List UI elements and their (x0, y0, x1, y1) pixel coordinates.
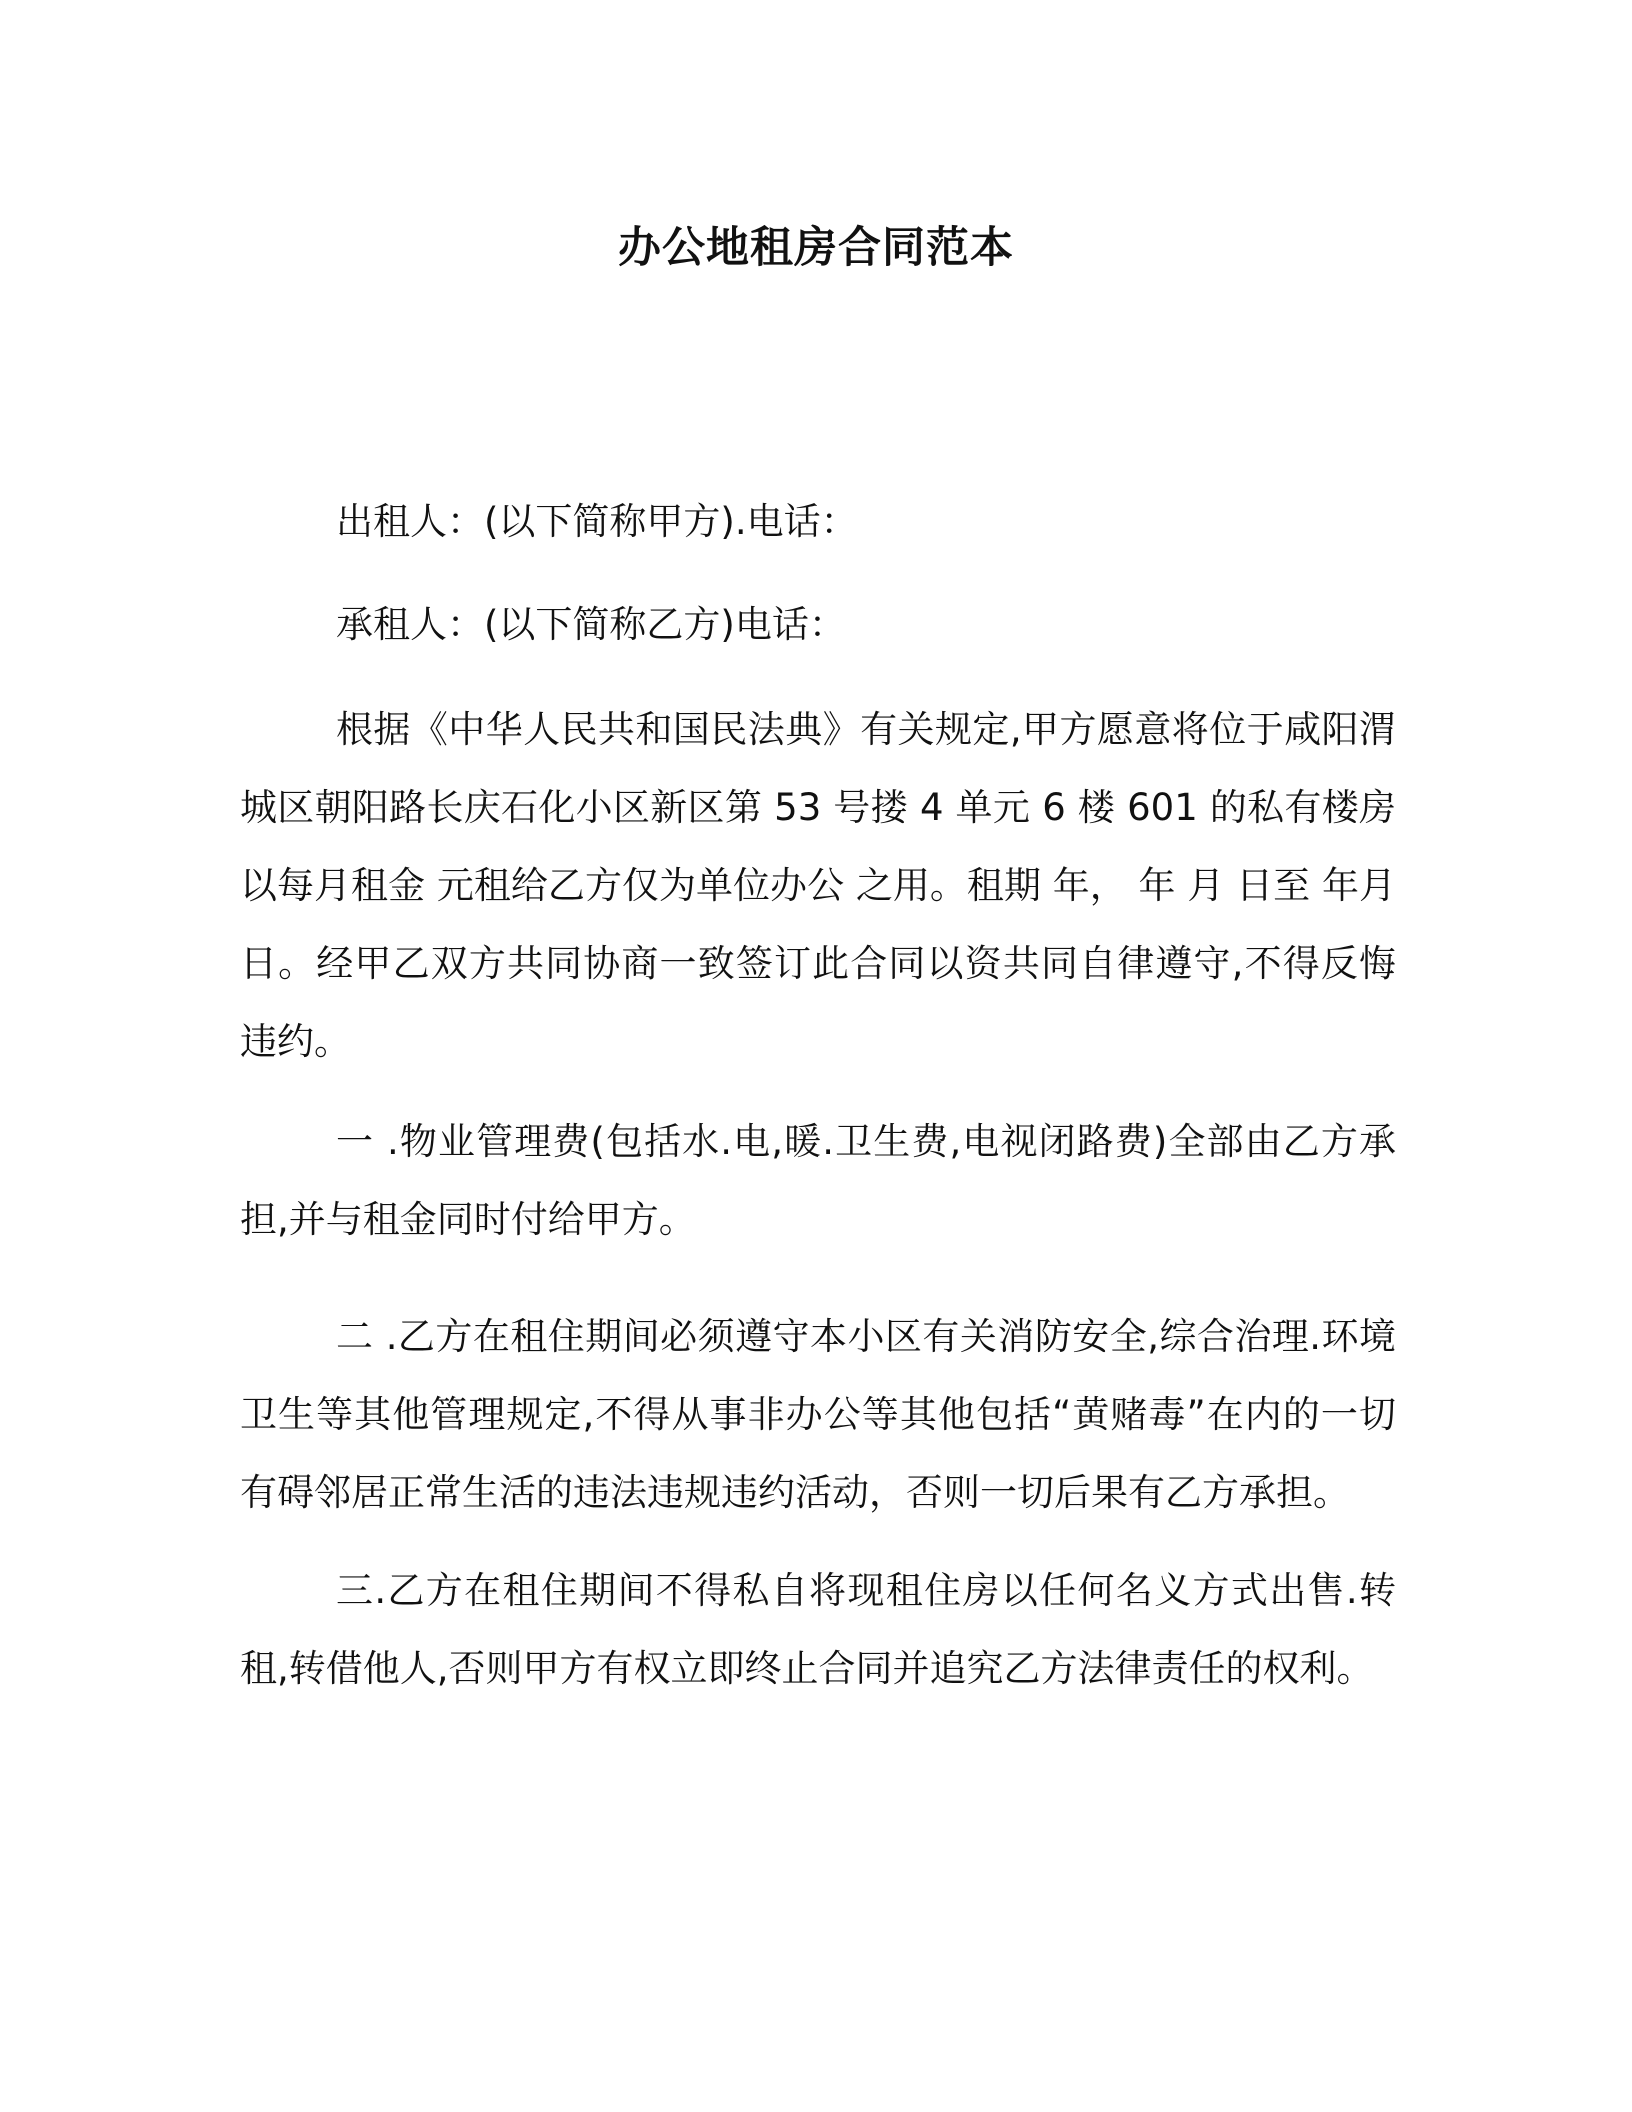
lessor-line: 出租人：(以下简称甲方).电话： (336, 500, 858, 543)
clause-paragraph: 二 .乙方在租住期间必须遵守本小区有关消防安全,综合治理.环境卫生等其他管理规定,不得从事非办公等其他包括“黄赌毒”在内的一切有碍邻居正常生活的违法违规违约活动，否则一切后果有乙方承担。 (240, 1315, 1396, 1514)
clause-paragraph: 三.乙方在租住期间不得私自将现租住房以任何名义方式出售.转租,转借他人,否则甲方有权立即终止合同并追究乙方法律责任的权利。 (240, 1569, 1396, 1690)
lessee-line: 承租人：(以下简称乙方)电话： (336, 603, 846, 646)
intro-paragraph: 根据《中华人民共和国民法典》有关规定,甲方愿意将位于咸阳渭城区朝阳路长庆石化小区新区第 53 号搂 4 单元 6 楼 601 的私有楼房以每月租金 元租给乙方仅为单位办公 之用。租期 年， 年 月 日至 年月 日。经甲乙双方共同协商一致签订此合同以资共同自律遵守,不得反悔违约。 (240, 708, 1396, 1063)
clause-paragraph: 一 .物业管理费(包括水.电,暖.卫生费,电视闭路费)全部由乙方承担,并与租金同时付给甲方。 (240, 1120, 1396, 1241)
document-title: 办公地租房合同范本 (618, 223, 1014, 273)
